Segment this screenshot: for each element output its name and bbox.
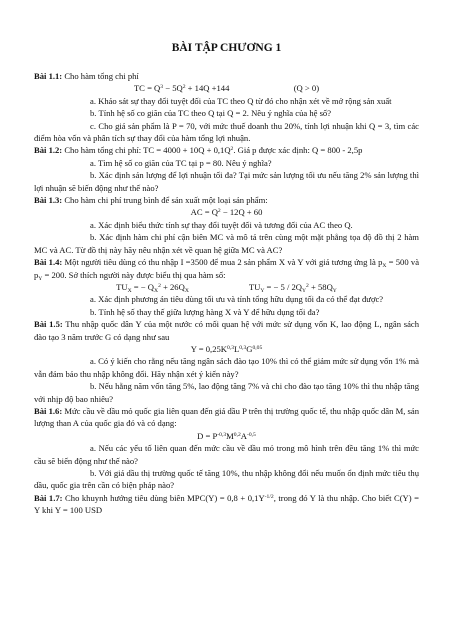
exercise-1-5-intro bbox=[34, 318, 419, 343]
exercise-1-6-a: a. Nếu các yếu tố liên quan đến mức cầu về dầu mỏ trong mô hình trên đều tăng 1% thì mức cầu sẽ biến động như thế nào? bbox=[34, 443, 419, 466]
exercise-1-1-intro bbox=[34, 70, 419, 82]
exercise-1-3-a: a. Xác định biểu thức tính sự thay đổi tuyệt đối và tương đối của AC theo Q. bbox=[90, 219, 353, 230]
exercise-text: Cho hàm chi phí trung bình để sản xuất một loại sản phẩm: bbox=[64, 195, 268, 206]
exercise-1-4-b: b. Tính hệ số thay thế giữa lượng hàng X và Y để hữu dụng tối đa? bbox=[90, 306, 320, 317]
page-title: BÀI TẬP CHƯƠNG 1 bbox=[171, 42, 282, 54]
exercise-1-1-a: a. Khảo sát sự thay đổi tuyệt đối của TC theo Q từ đó cho nhận xét về mở rộng sản xuất bbox=[90, 95, 392, 106]
exercise-1-3-formula: AC = $Q^2 - 12Q + 60$ bbox=[190, 207, 263, 218]
exercise-text: Mức cầu về dầu mỏ quốc gia liên quan đến giá dầu P trên thị trường quốc tế, thu nhập quốc dân M, sản lượng than A của quốc gia đó và có dạng: bbox=[34, 405, 419, 429]
exercise-text: Một người tiêu dùng có thu nhập I =3500 để mua 2 sản phẩm X và Y với giá tương ứng là $p_X = 500$ và $p_Y = 200$. Sở thích người này được biểu thị qua hàm số: bbox=[34, 257, 420, 282]
exercise-1-1-formula bbox=[34, 82, 419, 94]
exercise-1-4-a: a. Xác định phương án tiêu dùng tối ưu và tính tổng hữu dụng tối đa có thể đạt được? bbox=[90, 294, 384, 305]
exercise-1-2-a: a. Tìm hệ số co giãn của TC tại p = 80. Nêu ý nghĩa? bbox=[90, 157, 272, 168]
exercise-text: Cho hàm tổng chi phí bbox=[64, 71, 139, 81]
exercise-1-6-formula: $D = P^{-0,3}M^{0,2}A^{-0,5}$ bbox=[197, 430, 256, 441]
exercise-heading: Bài 1.7: bbox=[34, 492, 63, 503]
exercise-1-5-formula: $Y = 0,25K^{0,3}L^{0,3}G^{0,05}$ bbox=[190, 343, 263, 354]
exercise-text: Cho khuynh hướng tiêu dùng biên $MPC(Y) = 0,8 + 0,1Y^{-1/2}$, trong đó Y là thu nhập. Cho biết C(Y) = Y khi Y = 100 USD bbox=[34, 492, 419, 516]
exercise-1-4-formulas bbox=[34, 281, 419, 293]
utility-x-formula: $TU_X$ = − $Q_X^2 + 26Q_X$ bbox=[116, 281, 189, 294]
exercise-heading: Bài 1.5: bbox=[34, 319, 63, 330]
exercise-1-2-b: b. Xác định sản lượng để lợi nhuận tối đa? Tại mức sản lượng tối ưu nếu tăng 2% sản lượng thì lợi nhuận sẽ biến động như thế nào? bbox=[34, 170, 419, 193]
exercise-text: Thu nhập quốc dân Y của một nước có mối quan hệ với mức sử dụng vốn K, lao động L, ngân sách đào tạo 3 năm trước G có dạng như sau bbox=[34, 319, 419, 342]
exercise-1-1-b: b. Tính hệ số co giãn của TC theo Q tại Q = 2. Nêu ý nghĩa của hệ số? bbox=[90, 108, 332, 119]
exercise-1-6-intro bbox=[34, 405, 419, 430]
exercise-1-3-b: b. Xác định hàm chi phí cận biên MC và mô tả trên cùng một mặt phẳng tọa độ đồ thị 2 hàm MC và AC. Từ đồ thị này hãy nêu nhận xét về quan hệ giữa MC và AC? bbox=[34, 232, 419, 255]
exercise-1-2-intro bbox=[34, 144, 419, 156]
exercise-1-1-c: c. Cho giá sản phẩm là P = 70, với mức thuế doanh thu 20%, tính lợi nhuận khi Q = 3, tìm các điểm hòa vốn và phân tích sự thay đổi của hàm tổng lợi nhuận. bbox=[34, 120, 419, 144]
exercise-1-5-a: a. Có ý kiến cho rằng nếu tăng ngân sách đào tạo 10% thì có thể giảm mức sử dụng vốn 1% mà vẫn đảm bảo thu nhập không đổi. Hãy nhận xét ý kiến này? bbox=[34, 356, 419, 379]
exercise-heading: Bài 1.6: bbox=[34, 405, 63, 416]
formula: TC = $Q^3 - 5Q^2 + 14Q +144$ bbox=[133, 83, 230, 94]
document-body bbox=[34, 70, 419, 517]
exercise-1-3-intro bbox=[34, 194, 419, 206]
exercise-heading: Bài 1.2: bbox=[34, 145, 63, 156]
exercise-text: Cho hàm tổng chi phí: TC = $4000 + 10Q + 0,1Q^2$. Giá p được xác định: Q = 800 - 2,5p bbox=[64, 145, 363, 156]
exercise-heading: Bài 1.1: bbox=[34, 71, 63, 81]
exercise-1-5-b: b. Nếu hằng năm vốn tăng 5%, lao động tăng 7% và chi cho đào tạo tăng 10% thì thu nhập tăng với nhịp độ bao nhiêu? bbox=[34, 381, 419, 404]
utility-y-formula: $TU_Y$ = − $5 / 2Q_Y^2 + 58Q_Y$ bbox=[248, 281, 337, 294]
exercise-heading: Bài 1.4: bbox=[34, 257, 63, 268]
exercise-1-6-b: b. Với giá dầu thị trường quốc tế tăng 10%, thu nhập không đổi nếu muốn ổn định mức tiêu thụ dầu, quốc gia trên cần có biện pháp nào? bbox=[34, 468, 419, 491]
formula-condition: (Q > 0) bbox=[293, 83, 320, 94]
exercise-heading: Bài 1.3: bbox=[34, 195, 63, 206]
exercise-1-4-intro bbox=[34, 256, 419, 281]
exercise-1-7-intro bbox=[34, 492, 419, 517]
